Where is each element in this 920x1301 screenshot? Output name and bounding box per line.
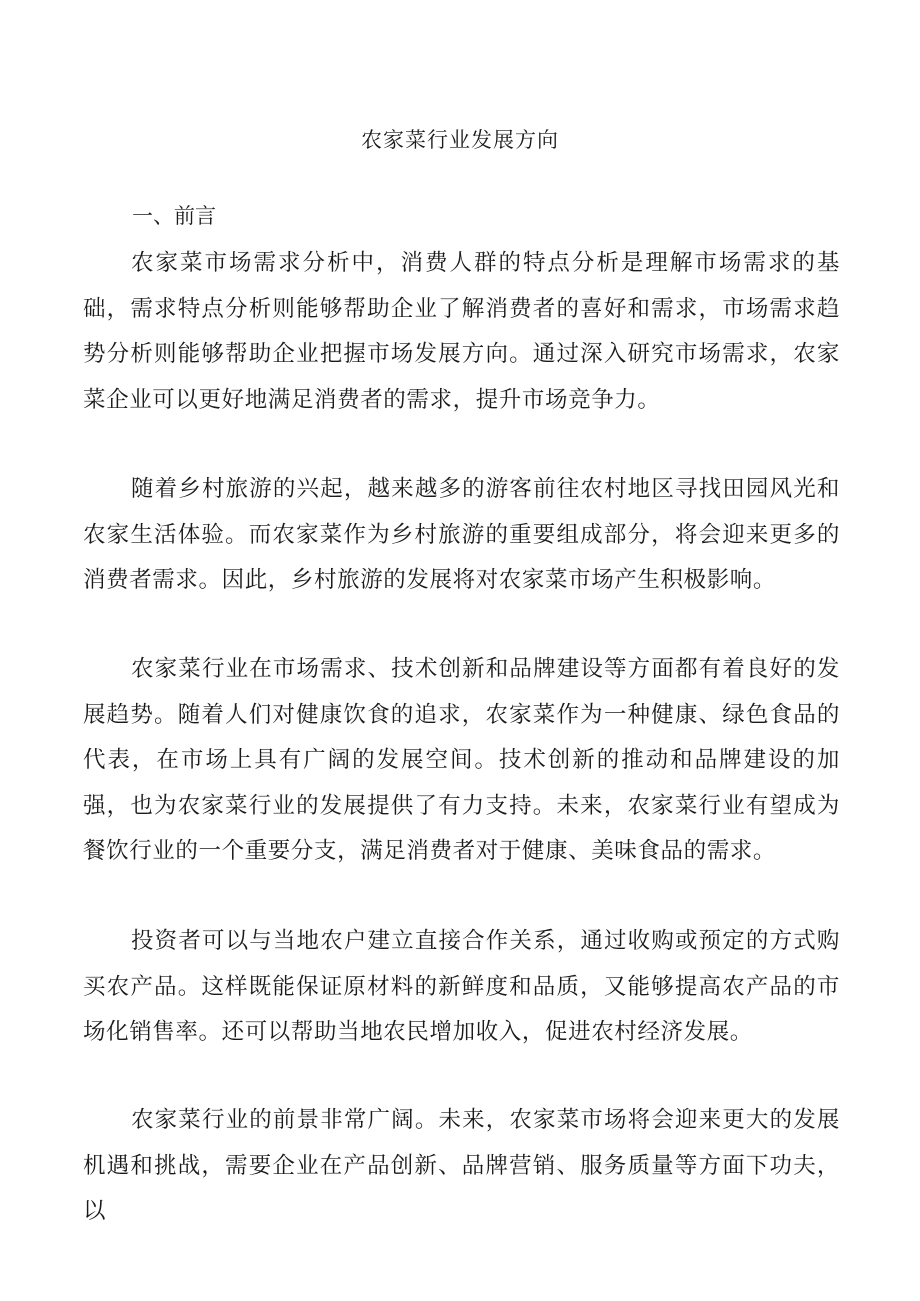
section-heading: 一、前言 [132,204,216,228]
paragraph-industry-outlook: 农家菜行业的前景非常广阔。未来，农家菜市场将会迎来更大的发展机遇和挑战，需要企业在产品创新、品牌营销、服务质量等方面下功夫，以 [83,1107,840,1225]
paragraph-industry-trends: 农家菜行业在市场需求、技术创新和品牌建设等方面都有着良好的发展趋势。随着人们对健康饮食的追求，农家菜作为一种健康、绿色食品的代表，在市场上具有广阔的发展空间。技术创新的推动和品牌建设的加强，也为农家菜行业的发展提供了有力支持。未来，农家菜行业有望成为餐饮行业的一个重要分支，满足消费者对于健康、美味食品的需求。 [83,656,840,865]
paragraph-rural-tourism: 随着乡村旅游的兴起，越来越多的游客前往农村地区寻找田园风光和农家生活体验。而农家菜作为乡村旅游的重要组成部分，将会迎来更多的消费者需求。因此，乡村旅游的发展将对农家菜市场产生积极影响。 [83,476,840,594]
paragraph-investor-cooperation: 投资者可以与当地农户建立直接合作关系，通过收购或预定的方式购买农产品。这样既能保证原材料的新鲜度和品质，又能够提高农产品的市场化销售率。还可以帮助当地农民增加收入，促进农村经济发展。 [83,928,840,1046]
paragraph-market-demand: 农家菜市场需求分析中，消费人群的特点分析是理解市场需求的基础，需求特点分析则能够帮助企业了解消费者的喜好和需求，市场需求趋势分析则能够帮助企业把握市场发展方向。通过深入研究市场需求，农家菜企业可以更好地满足消费者的需求，提升市场竞争力。 [83,250,840,413]
document-title: 农家菜行业发展方向 [361,128,559,152]
